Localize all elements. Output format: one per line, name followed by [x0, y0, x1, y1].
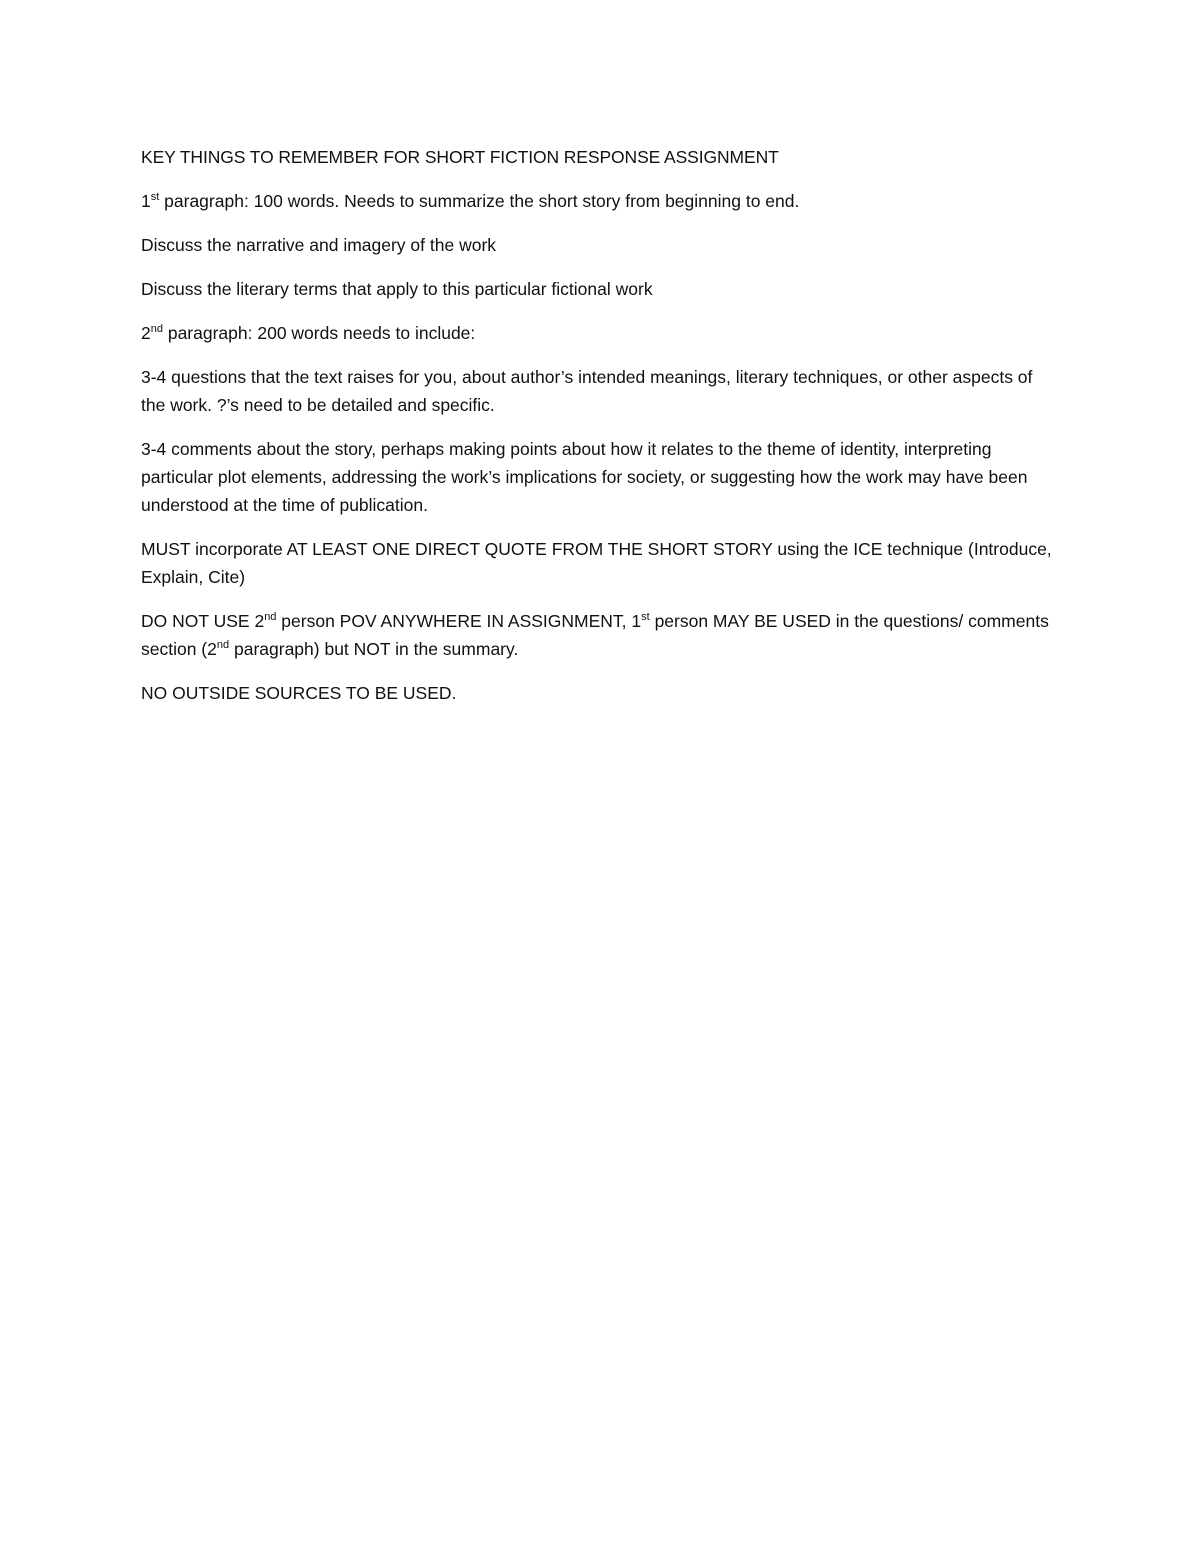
ordinal-suffix: nd [216, 639, 230, 651]
ordinal-number: 2 [141, 323, 151, 343]
second-paragraph-requirement [141, 319, 1061, 347]
ordinal-number: 1 [141, 191, 151, 211]
pov-text-1: DO NOT USE 2 [141, 611, 265, 631]
discuss-narrative-line: Discuss the narrative and imagery of the work [141, 235, 497, 255]
pov-requirement [141, 607, 1061, 663]
first-paragraph-requirement [141, 187, 1061, 215]
no-sources-line: NO OUTSIDE SOURCES TO BE USED. [141, 683, 457, 703]
questions-requirement: 3-4 questions that the text raises for you, about author’s intended meanings, literary techniques, or other aspects of the work. ?’s need to be detailed and specific. [141, 367, 1033, 415]
ordinal-suffix: nd [264, 611, 277, 623]
requirement-text: paragraph: 200 words needs to include: [162, 323, 476, 343]
pov-text-4: paragraph) but NOT in the summary. [229, 639, 519, 659]
ordinal-suffix: st [150, 191, 160, 203]
pov-text-3: person MAY BE USED in the questions/ comments section (2 [141, 611, 1049, 659]
ordinal-suffix: nd [150, 323, 163, 335]
discuss-terms-line: Discuss the literary terms that apply to this particular fictional work [141, 279, 653, 299]
comments-requirement: 3-4 comments about the story, perhaps making points about how it relates to the theme of identity, interpreting particular plot elements, addressing the work’s implications for society, or suggesting how the work may have been understood at the time of publication. [141, 439, 1028, 515]
ordinal-suffix: st [641, 611, 650, 623]
quote-requirement: MUST incorporate AT LEAST ONE DIRECT QUOTE FROM THE SHORT STORY using the ICE technique (Introduce, Explain, Cite) [141, 539, 1052, 587]
pov-text-2: person POV ANYWHERE IN ASSIGNMENT, 1 [276, 611, 642, 631]
document-title: KEY THINGS TO REMEMBER FOR SHORT FICTION RESPONSE ASSIGNMENT [141, 147, 779, 167]
document-body [141, 143, 1061, 723]
requirement-text: paragraph: 100 words. Needs to summarize the short story from beginning to end. [159, 191, 800, 211]
